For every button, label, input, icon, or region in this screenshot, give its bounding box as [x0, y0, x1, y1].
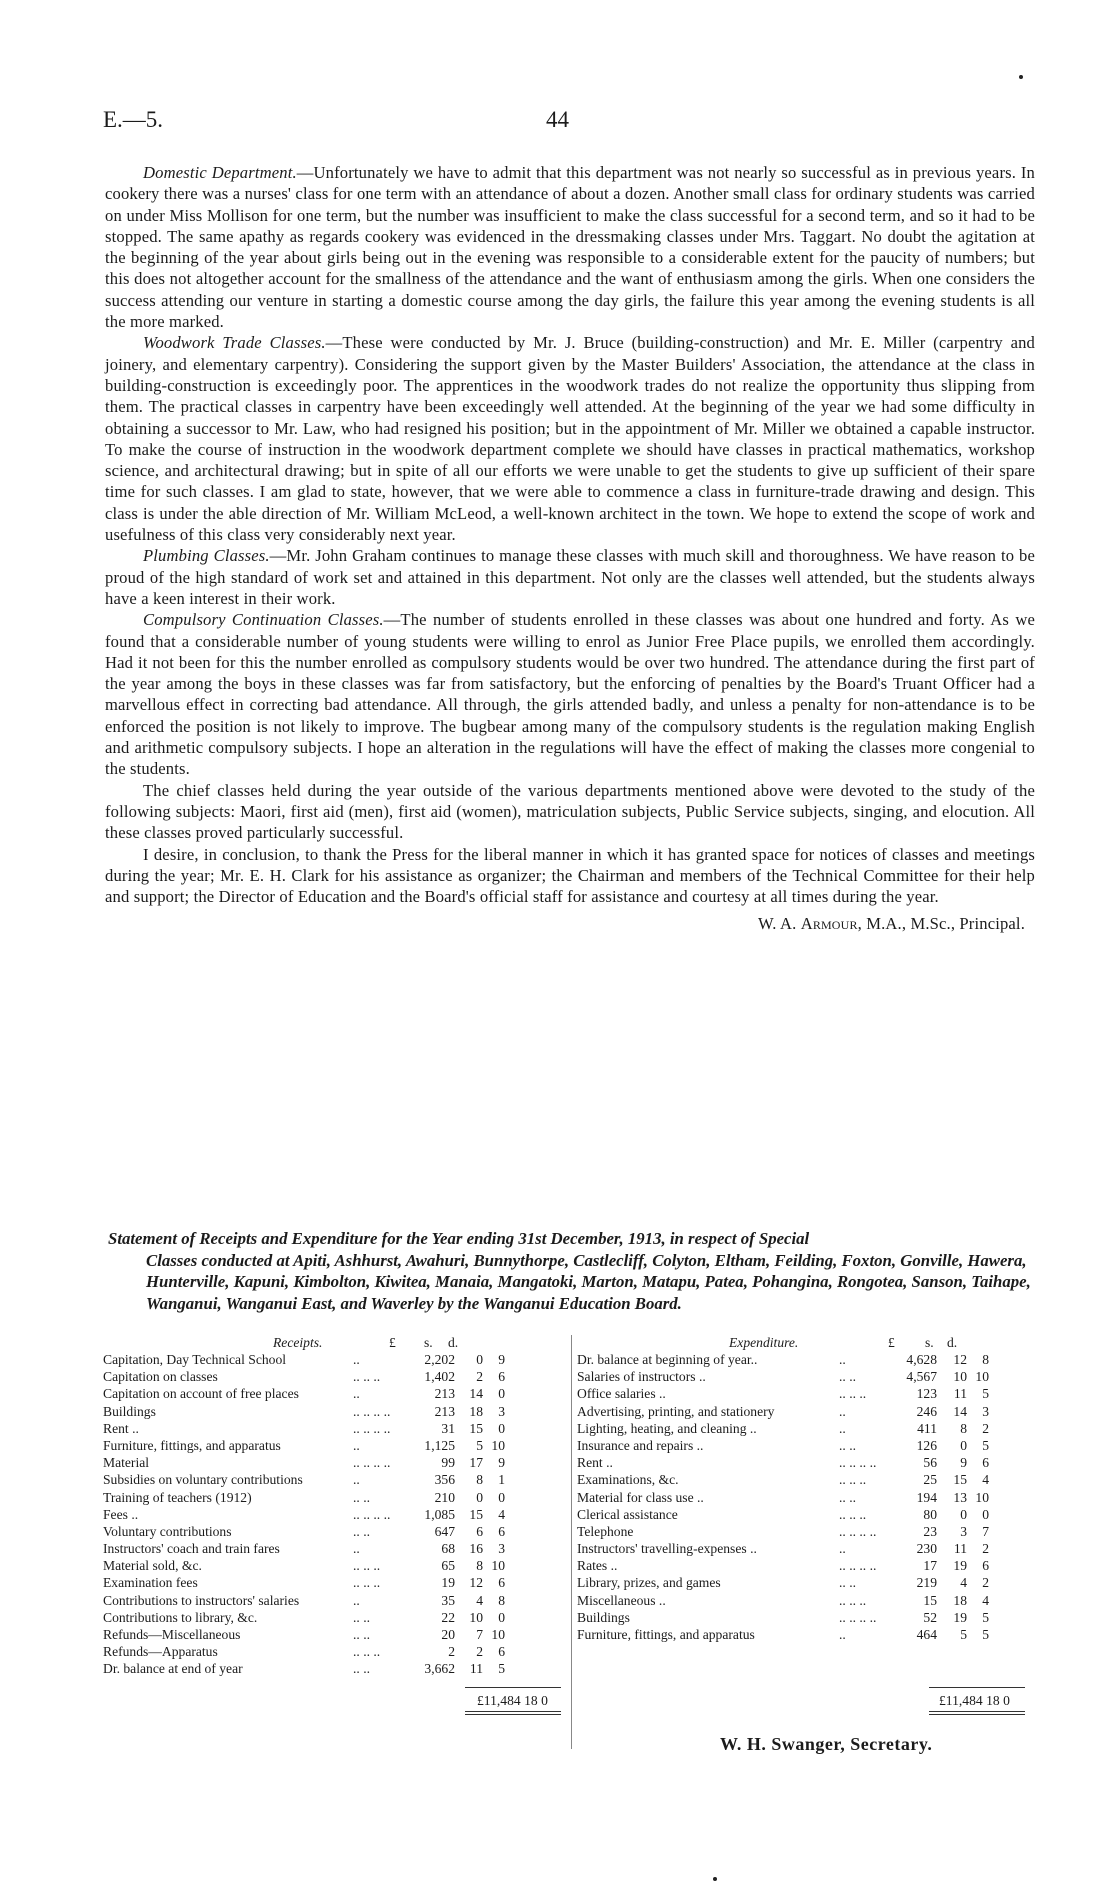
- ledger-row: [103, 1593, 563, 1610]
- shillings-header: s.: [424, 1335, 433, 1350]
- ink-speck: [713, 1877, 717, 1881]
- ledger-row: [577, 1438, 1033, 1455]
- pence-value: 4: [982, 1592, 989, 1608]
- pence-value: 1: [498, 1472, 505, 1488]
- ledger-row: [103, 1575, 563, 1592]
- line-item-label: Salaries of instructors ..: [577, 1369, 706, 1385]
- ledger-row: [577, 1593, 1033, 1610]
- paragraph-text: —The number of students enrolled in these classes was about one hundred and forty. As we found that a considerable number of young students were willing to enrol as Junior Free Place pupils, we enrolled them accordingly. Had it not been for this the number enrolled as compulsory students would be over two hundred. The attendance during the first part of the year among the boys in these classes was far from satisfactory, but the enforcing of penalties by the Board's Truant Officer had a marvellous effect in correcting bad attendance. All through, the girls attended badly, and unless a penalty for non-attendance is to be enforced the position is not likely to improve. The bugbear among many of the compulsory students is the regulation making English and arithmetic compulsory subjects. I hope an alteration in the regulations will have the effect of making the classes more congenial to the students.: [105, 610, 1035, 779]
- ledger-row: [103, 1661, 563, 1678]
- shillings-value: 13: [953, 1489, 967, 1505]
- pounds-value: 464: [916, 1627, 937, 1642]
- ledger-row: [577, 1455, 1033, 1472]
- shillings-value: 0: [476, 1352, 483, 1367]
- pence-value: 2: [982, 1420, 989, 1436]
- leader-dots: ..: [839, 1541, 846, 1557]
- line-item-label: Subsidies on voluntary contributions: [103, 1472, 303, 1488]
- ledger-row: [103, 1404, 563, 1421]
- shillings-value: 2: [476, 1644, 483, 1660]
- pounds-value: 246: [916, 1403, 937, 1419]
- shillings-value: 11: [469, 1661, 483, 1677]
- ledger-row: [103, 1610, 563, 1627]
- line-item-label: Fees ..: [103, 1506, 139, 1522]
- leader-dots: .. ..: [353, 1661, 370, 1677]
- paragraph-text: —These were conducted by Mr. J. Bruce (building-construction) and Mr. E. Miller (carpentry and joinery, and elementary carpentry). Considering the support given by the Master Builders' Association, the attendance at the class in building-construction is exceedingly poor. The apprentices in the woodwork trades do not realize the opportunity thus slipping from them. The practical classes in carpentry have been exceedingly well attended. At the beginning of the year we had some difficulty in obtaining a successor to Mr. Law, who had resigned his position; but in the appointment of Mr. Miller we obtained a capable instructor. To make the course of instruction in the woodwork department complete we should have classes in practical mathematics, workshop science, and architectural drawing; but in spite of all our efforts we were unable to get the students to give up sufficient of their spare time for such classes. I am glad to state, however, that we were able to commence a class in furniture-trade drawing and design. This class is under the able direction of Mr. William McLeod, a well-known architect in the town. We hope to extend the scope of work and usefulness of this class very considerably next year.: [105, 333, 1036, 545]
- paragraph-text: —Unfortunately we have to admit that this department was not nearly so successful as in previous years. In cookery there was a nurses' class for one term with an attendance of about a dozen. Another small class for ordinary students was carried on under Miss Mollison for one term, but the number was insufficient to make the class successful for a second term, and so it had to be stopped. The same apathy as regards cookery was evidenced in the dressmaking classes under Mrs. Taggart. No doubt the agitation at the beginning of the year about girls being out in the evening was responsible to a considerable extent for the paucity of numbers; but this does not altogether account for the smallness of the attendance and the want of enthusiasm among the girls. When one considers the success attending our venture in starting a domestic course among the day girls, the failure this year among the evening students is all the more marked.: [105, 163, 1035, 332]
- pounds-value: 80: [923, 1506, 937, 1522]
- pounds-value: 1,085: [424, 1506, 455, 1522]
- shillings-value: 11: [953, 1386, 967, 1402]
- pence-value: 0: [498, 1609, 505, 1625]
- paragraph: [105, 545, 1035, 609]
- leader-dots: .. ..: [839, 1489, 856, 1505]
- pence-value: 6: [498, 1523, 505, 1539]
- ink-speck: [1019, 75, 1023, 79]
- leader-dots: .. .. .. ..: [839, 1455, 877, 1471]
- shillings-value: 10: [469, 1609, 483, 1625]
- line-item-label: Material for class use ..: [577, 1489, 704, 1505]
- pounds-value: 210: [434, 1489, 455, 1505]
- ledger-row: [103, 1558, 563, 1575]
- pence-value: 6: [982, 1455, 989, 1471]
- pounds-value: 356: [434, 1472, 455, 1488]
- expenditure-total: £11,484 18 0: [939, 1693, 1010, 1708]
- pounds-value: 126: [916, 1437, 937, 1453]
- leader-dots: .. .. .. ..: [839, 1558, 877, 1574]
- receipts-heading: Receipts.: [273, 1335, 323, 1350]
- secretary-name: W. H. Swanger: [720, 1734, 841, 1754]
- pence-value: 9: [498, 1455, 505, 1471]
- pence-value: 0: [498, 1420, 505, 1436]
- expenditure-heading: Expenditure.: [729, 1335, 799, 1350]
- line-item-label: Examination fees: [103, 1575, 198, 1591]
- line-item-label: Clerical assistance: [577, 1506, 678, 1522]
- total-rule: [929, 1687, 1025, 1688]
- line-item-label: Capitation on classes: [103, 1369, 218, 1385]
- paragraph: [105, 332, 1035, 545]
- pence-value: 5: [982, 1386, 989, 1402]
- pence-header: d.: [947, 1335, 958, 1350]
- ledger-row: [577, 1421, 1033, 1438]
- line-item-label: Refunds—Apparatus: [103, 1644, 218, 1660]
- line-item-label: Lighting, heating, and cleaning ..: [577, 1420, 757, 1436]
- line-item-label: Instructors' travelling-expenses ..: [577, 1541, 757, 1557]
- ledger-row: [577, 1575, 1033, 1592]
- shillings-value: 15: [953, 1472, 967, 1488]
- line-item-label: Contributions to instructors' salaries: [103, 1592, 300, 1608]
- shillings-value: 16: [469, 1541, 483, 1557]
- shillings-value: 4: [476, 1592, 483, 1608]
- receipts-table: [103, 1352, 563, 1679]
- pounds-value: 35: [441, 1592, 455, 1608]
- leader-dots: .. .. ..: [353, 1575, 381, 1591]
- ledger-row: [577, 1404, 1033, 1421]
- shillings-value: 15: [469, 1420, 483, 1436]
- leader-dots: ..: [839, 1403, 846, 1419]
- shillings-header: s.: [925, 1335, 934, 1350]
- pence-value: 10: [975, 1489, 989, 1505]
- pence-value: 10: [975, 1369, 989, 1385]
- pounds-value: 194: [916, 1489, 937, 1505]
- shillings-value: 0: [960, 1437, 967, 1453]
- pounds-value: 99: [441, 1455, 455, 1471]
- ledger-row: [103, 1369, 563, 1386]
- shillings-value: 0: [476, 1489, 483, 1505]
- leader-dots: .. .. .. ..: [353, 1506, 391, 1522]
- section-heading: Domestic Department.: [143, 163, 297, 182]
- shillings-value: 17: [469, 1455, 483, 1471]
- line-item-label: Rates ..: [577, 1558, 618, 1574]
- pounds-value: 68: [441, 1541, 455, 1557]
- shillings-value: 4: [960, 1575, 967, 1591]
- line-item-label: Material: [103, 1455, 150, 1471]
- pounds-value: 123: [916, 1386, 937, 1402]
- ledger-row: [103, 1644, 563, 1661]
- line-item-label: Dr. balance at end of year: [103, 1661, 243, 1677]
- shillings-value: 19: [953, 1558, 967, 1574]
- shillings-value: 15: [469, 1506, 483, 1522]
- pence-value: 2: [982, 1541, 989, 1557]
- shillings-value: 5: [476, 1437, 483, 1453]
- leader-dots: .. .. .. ..: [353, 1455, 391, 1471]
- line-item-label: Examinations, &c.: [577, 1472, 679, 1488]
- shillings-value: 5: [960, 1627, 967, 1642]
- pence-value: 0: [982, 1506, 989, 1522]
- line-item-label: Voluntary contributions: [103, 1523, 232, 1539]
- ledger-row: [103, 1507, 563, 1524]
- pence-value: 5: [982, 1609, 989, 1625]
- shillings-value: 3: [960, 1523, 967, 1539]
- shillings-value: 12: [953, 1352, 967, 1367]
- pence-value: 6: [498, 1575, 505, 1591]
- ledger-row: [103, 1386, 563, 1403]
- leader-dots: .. ..: [353, 1609, 370, 1625]
- paragraph: [105, 780, 1035, 844]
- line-item-label: Insurance and repairs ..: [577, 1437, 704, 1453]
- report-code: E.—5.: [103, 107, 164, 132]
- secretary-title: , Secretary.: [840, 1734, 933, 1754]
- pounds-value: 20: [441, 1627, 455, 1642]
- paragraph-text: The chief classes held during the year outside of the various departments mentioned above were devoted to the study of the following subjects: Maori, first aid (men), first aid (women), matriculation subjects, Public Service subjects, singing, and elocution. All these classes proved particularly successful.: [105, 780, 1035, 843]
- ledger-row: [103, 1352, 563, 1369]
- leader-dots: .. .. .. ..: [353, 1420, 391, 1436]
- line-item-label: Office salaries ..: [577, 1386, 666, 1402]
- pence-value: 0: [498, 1489, 505, 1505]
- double-rule: [929, 1714, 1025, 1715]
- pence-value: 6: [498, 1644, 505, 1660]
- line-item-label: Buildings: [577, 1609, 630, 1625]
- line-item-label: Training of teachers (1912): [103, 1489, 252, 1505]
- shillings-value: 18: [953, 1592, 967, 1608]
- pence-value: 7: [982, 1523, 989, 1539]
- pounds-value: 3,662: [424, 1661, 455, 1677]
- ledger-row: [103, 1438, 563, 1455]
- paragraph: [105, 609, 1035, 779]
- line-item-label: Miscellaneous ..: [577, 1592, 666, 1608]
- shillings-value: 19: [953, 1609, 967, 1625]
- pounds-value: 411: [917, 1420, 937, 1436]
- shillings-value: 11: [953, 1541, 967, 1557]
- shillings-value: 8: [476, 1472, 483, 1488]
- pence-value: 4: [498, 1506, 505, 1522]
- line-item-label: Material sold, &c.: [103, 1558, 202, 1574]
- pounds-value: 213: [434, 1403, 455, 1419]
- leader-dots: .. .. ..: [839, 1386, 867, 1402]
- shillings-value: 12: [469, 1575, 483, 1591]
- section-heading: Plumbing Classes.: [143, 546, 270, 566]
- ledger-row: [577, 1369, 1033, 1386]
- pence-value: 5: [982, 1627, 989, 1642]
- pence-value: 9: [498, 1352, 505, 1367]
- ledger-row: [577, 1507, 1033, 1524]
- leader-dots: .. .. ..: [839, 1472, 867, 1488]
- ledger-row: [103, 1455, 563, 1472]
- leader-dots: ..: [353, 1437, 360, 1453]
- pence-value: 6: [498, 1369, 505, 1385]
- report-body: [105, 162, 1035, 935]
- leader-dots: .. .. .. ..: [839, 1523, 877, 1539]
- shillings-value: 8: [960, 1420, 967, 1436]
- pounds-value: 4,567: [906, 1369, 937, 1385]
- pounds-value: 15: [923, 1592, 937, 1608]
- leader-dots: .. ..: [839, 1369, 856, 1385]
- shillings-value: 8: [476, 1558, 483, 1574]
- pounds-value: 1,125: [424, 1437, 455, 1453]
- line-item-label: Furniture, fittings, and apparatus: [577, 1627, 755, 1642]
- paragraph: [105, 162, 1035, 332]
- ledger-row: [577, 1352, 1033, 1369]
- paragraph-text: I desire, in conclusion, to thank the Press for the liberal manner in which it has granted space for notices of classes and meetings during the year; Mr. E. H. Clark for his assistance as organizer; the Chairman and members of the Technical Committee for their help and support; the Director of Education and the Board's official staff for assistance and courtesy at all times during the year.: [105, 844, 1035, 907]
- ledger-row: [577, 1386, 1033, 1403]
- pounds-header: £: [888, 1335, 895, 1350]
- line-item-label: Rent ..: [577, 1455, 613, 1471]
- paragraph: [105, 844, 1035, 908]
- pounds-value: 4,628: [906, 1352, 937, 1367]
- leader-dots: ..: [353, 1386, 360, 1402]
- page-number: 44: [546, 107, 569, 132]
- pounds-value: 2: [448, 1644, 455, 1660]
- leader-dots: .. .. ..: [839, 1506, 867, 1522]
- line-item-label: Buildings: [103, 1403, 156, 1419]
- line-item-label: Library, prizes, and games: [577, 1575, 721, 1591]
- shillings-value: 18: [469, 1403, 483, 1419]
- pounds-value: 25: [923, 1472, 937, 1488]
- pence-value: 0: [498, 1386, 505, 1402]
- pounds-value: 65: [441, 1558, 455, 1574]
- pence-value: 10: [491, 1627, 505, 1642]
- pounds-value: 647: [434, 1523, 455, 1539]
- line-item-label: Refunds—Miscellaneous: [103, 1627, 241, 1642]
- shillings-value: 14: [953, 1403, 967, 1419]
- leader-dots: ..: [839, 1352, 846, 1367]
- expenditure-table: [577, 1352, 1033, 1644]
- ledger-row: [103, 1490, 563, 1507]
- section-heading: Woodwork Trade Classes.: [143, 333, 326, 353]
- secretary-signature: [720, 1734, 932, 1755]
- double-rule: [465, 1714, 561, 1715]
- pence-value: 3: [498, 1403, 505, 1419]
- leader-dots: .. .. .. ..: [353, 1403, 391, 1419]
- shillings-value: 7: [476, 1627, 483, 1642]
- leader-dots: ..: [353, 1352, 360, 1367]
- ledger-row: [103, 1627, 563, 1644]
- pounds-value: 219: [916, 1575, 937, 1591]
- ledger-row: [103, 1421, 563, 1438]
- leader-dots: .. .. ..: [353, 1644, 381, 1660]
- pounds-value: 22: [441, 1609, 455, 1625]
- pounds-value: 52: [923, 1609, 937, 1625]
- statement-continuation: Classes conducted at Apiti, Ashhurst, Awahuri, Bunnythorpe, Castlecliff, Colyton, Eltham, Feilding, Foxton, Gonville, Hawera, Hunterville, Kapuni, Kimbolton, Kiwitea, Manaia, Mangatoki, Marton, Matapu, Patea, Pohangina, Rongotea, Sanson, Taihape, Wanganui, Wanganui East, and Waverley by the Wanganui Education Board.: [146, 1250, 1031, 1314]
- pounds-value: 19: [441, 1575, 455, 1591]
- ledger-row: [103, 1472, 563, 1489]
- pounds-value: 230: [916, 1541, 937, 1557]
- ledger-row: [577, 1472, 1033, 1489]
- line-item-label: Instructors' coach and train fares: [103, 1541, 280, 1557]
- column-divider: [571, 1335, 572, 1749]
- pence-value: 5: [982, 1437, 989, 1453]
- pounds-value: 56: [923, 1455, 937, 1471]
- signature-surname: Armour: [800, 914, 858, 934]
- pounds-header: £: [389, 1335, 396, 1350]
- pence-value: 10: [491, 1558, 505, 1574]
- section-heading: Compulsory Continuation Classes.: [143, 610, 384, 630]
- leader-dots: .. ..: [353, 1489, 370, 1505]
- line-item-label: Capitation on account of free places: [103, 1386, 299, 1402]
- pence-header: d.: [448, 1335, 459, 1350]
- line-item-label: Telephone: [577, 1523, 634, 1539]
- line-item-label: Advertising, printing, and stationery: [577, 1403, 775, 1419]
- shillings-value: 9: [960, 1455, 967, 1471]
- line-item-label: Furniture, fittings, and apparatus: [103, 1437, 281, 1453]
- leader-dots: ..: [353, 1472, 360, 1488]
- pence-value: 10: [491, 1437, 505, 1453]
- ledger-row: [577, 1610, 1033, 1627]
- pence-value: 3: [498, 1541, 505, 1557]
- line-item-label: Contributions to library, &c.: [103, 1609, 258, 1625]
- ledger-row: [103, 1541, 563, 1558]
- pounds-value: 23: [923, 1523, 937, 1539]
- leader-dots: .. ..: [839, 1437, 856, 1453]
- pounds-value: 213: [434, 1386, 455, 1402]
- shillings-value: 10: [953, 1369, 967, 1385]
- double-rule: [929, 1711, 1025, 1712]
- ledger-row: [577, 1558, 1033, 1575]
- leader-dots: ..: [353, 1592, 360, 1608]
- shillings-value: 14: [469, 1386, 483, 1402]
- leader-dots: ..: [839, 1627, 846, 1642]
- statement-line-1: Statement of Receipts and Expenditure for the Year ending 31st December, 1913, in respect of Special: [108, 1229, 810, 1248]
- pounds-value: 1,402: [424, 1369, 455, 1385]
- pounds-value: 17: [923, 1558, 937, 1574]
- ledger-row: [577, 1490, 1033, 1507]
- pounds-value: 31: [441, 1420, 455, 1436]
- leader-dots: ..: [353, 1541, 360, 1557]
- paragraph-text: —Mr. John Graham continues to manage these classes with much skill and thoroughness. We have reason to be proud of the high standard of work set and attained in this department. Not only are the classes well attended, but the students always have a keen interest in their work.: [105, 546, 1035, 608]
- pence-value: 5: [498, 1661, 505, 1677]
- receipts-total: £11,484 18 0: [477, 1693, 548, 1708]
- line-item-label: Rent ..: [103, 1420, 139, 1436]
- shillings-value: 2: [476, 1369, 483, 1385]
- ledger-row: [577, 1524, 1033, 1541]
- leader-dots: .. ..: [353, 1627, 370, 1642]
- shillings-value: 0: [960, 1506, 967, 1522]
- principal-signature: [105, 913, 1035, 934]
- leader-dots: .. .. ..: [839, 1592, 867, 1608]
- pence-value: 2: [982, 1575, 989, 1591]
- total-rule: [465, 1687, 561, 1688]
- statement-title: [108, 1228, 1033, 1315]
- leader-dots: .. ..: [353, 1523, 370, 1539]
- leader-dots: .. .. ..: [353, 1369, 381, 1385]
- double-rule: [465, 1711, 561, 1712]
- pence-value: 4: [982, 1472, 989, 1488]
- signature-title: , M.A., M.Sc., Principal.: [857, 914, 1025, 934]
- pence-value: 6: [982, 1558, 989, 1574]
- pence-value: 3: [982, 1403, 989, 1419]
- leader-dots: .. .. .. ..: [839, 1609, 877, 1625]
- pounds-value: 2,202: [424, 1352, 455, 1367]
- ledger-row: [103, 1524, 563, 1541]
- leader-dots: .. ..: [839, 1575, 856, 1591]
- ledger-row: [577, 1627, 1033, 1644]
- signature-initials: W. A.: [757, 914, 797, 934]
- leader-dots: ..: [839, 1420, 846, 1436]
- line-item-label: Dr. balance at beginning of year..: [577, 1352, 758, 1367]
- shillings-value: 6: [476, 1523, 483, 1539]
- pence-value: 8: [498, 1592, 505, 1608]
- ledger-row: [577, 1541, 1033, 1558]
- line-item-label: Capitation, Day Technical School: [103, 1352, 287, 1367]
- leader-dots: .. .. ..: [353, 1558, 381, 1574]
- pence-value: 8: [982, 1352, 989, 1367]
